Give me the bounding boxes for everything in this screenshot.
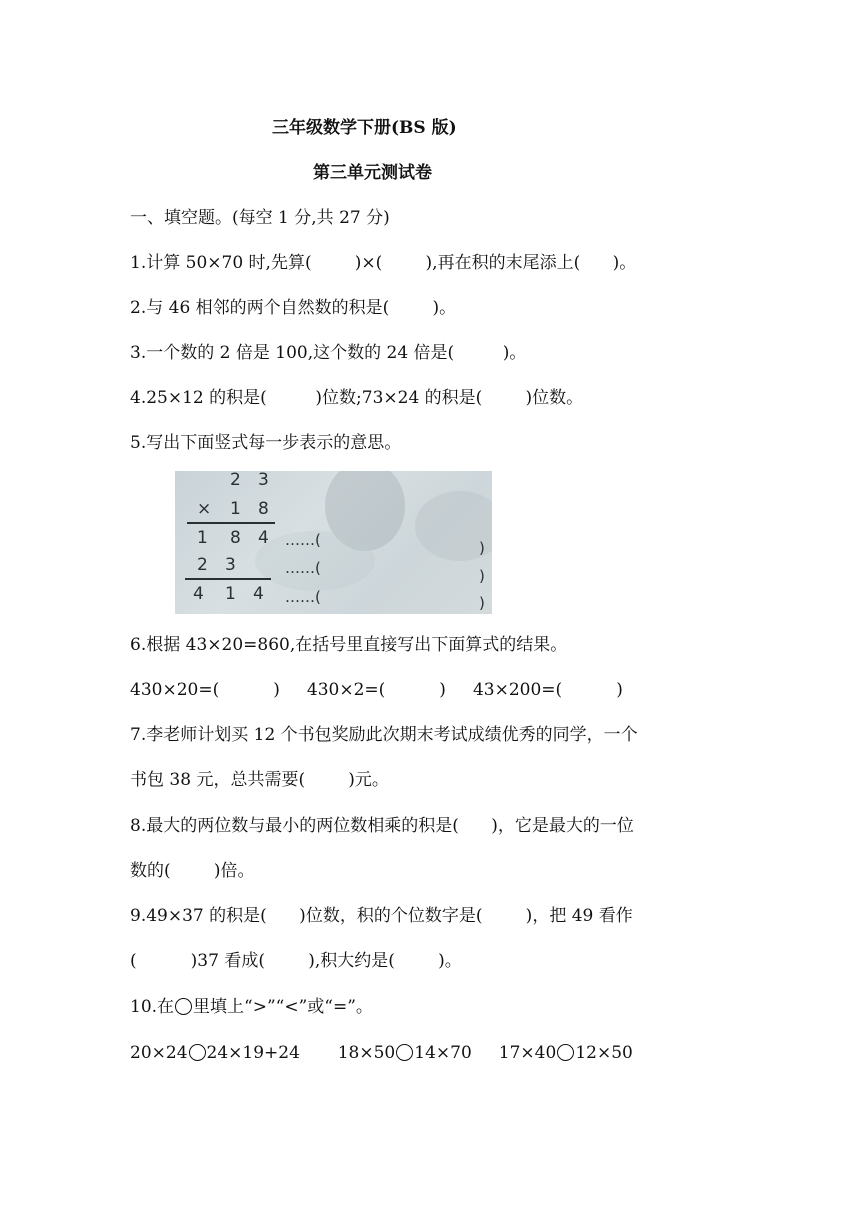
- question-8: 8.最大的两位数与最小的两位数相乘的积是( )，它是最大的一位: [130, 816, 634, 836]
- step-blank-close: ): [479, 594, 485, 612]
- divider-line: [187, 522, 275, 524]
- question-9: 9.49×37 的积是( )位数，积的个位数字是( )，把 49 看作: [130, 906, 633, 926]
- vertical-multiplication-photo: [175, 471, 492, 614]
- question-10-suffix: 里填上“>”“<”或“=”。: [193, 997, 373, 1017]
- question-2: 2.与 46 相邻的两个自然数的积是( )。: [130, 298, 457, 318]
- digit: 4: [193, 584, 204, 604]
- section-heading: 一、填空题。(每空 1 分,共 27 分): [130, 208, 390, 228]
- compare-right: 12×50: [575, 1043, 633, 1063]
- compare-left: 17×40: [498, 1043, 557, 1063]
- digit: 2: [230, 471, 241, 490]
- step-blank-close: ): [479, 539, 485, 557]
- compare-left: 20×24: [130, 1043, 188, 1063]
- circle-blank-icon: [175, 998, 192, 1015]
- step-blank-close: ): [479, 567, 485, 585]
- step-blank-open: ……(: [285, 559, 321, 577]
- question-6: 6.根据 43×20=860,在括号里直接写出下面算式的结果。: [130, 635, 568, 655]
- question-10: [130, 996, 373, 1018]
- question-7-cont: 书包 38 元，总共需要( )元。: [130, 770, 389, 790]
- question-10-prefix: 10.在: [130, 997, 175, 1017]
- compare-right: 24×19+24: [206, 1043, 300, 1063]
- question-3: 3.一个数的 2 倍是 100,这个数的 24 倍是( )。: [130, 343, 527, 363]
- question-9-cont: ( )37 看成( ),积大约是( )。: [130, 951, 462, 971]
- step-blank-open: ……(: [285, 588, 321, 606]
- question-4: 4.25×12 的积是( )位数;73×24 的积是( )位数。: [130, 388, 584, 408]
- digit: 1: [230, 499, 241, 519]
- step-blank-open: ……(: [285, 531, 321, 549]
- question-6-expressions: 430×20=( ) 430×2=( ) 43×200=( ): [130, 680, 623, 700]
- digit: 1: [225, 584, 236, 604]
- question-10-items: [130, 1042, 633, 1064]
- circle-blank-icon: [189, 1044, 206, 1061]
- circle-blank-icon: [557, 1044, 574, 1061]
- digit: 1: [197, 528, 208, 548]
- digit: 8: [258, 499, 269, 519]
- question-7: 7.李老师计划买 12 个书包奖励此次期末考试成绩优秀的同学，一个: [130, 725, 638, 745]
- digit: 4: [258, 528, 269, 548]
- digit: 8: [230, 528, 241, 548]
- divider-line: [185, 578, 271, 580]
- digit: 3: [258, 471, 269, 490]
- compare-left: 18×50: [337, 1043, 396, 1063]
- times-sign: ×: [197, 499, 212, 519]
- question-8-cont: 数的( )倍。: [130, 861, 255, 881]
- compare-right: 14×70: [414, 1043, 472, 1063]
- page-subtitle: 第三单元测试卷: [313, 163, 432, 183]
- circle-blank-icon: [396, 1044, 413, 1061]
- digit: 4: [253, 584, 264, 604]
- digit: 2: [197, 555, 208, 575]
- digit: 3: [225, 555, 236, 575]
- page-title: 三年级数学下册(BS 版): [272, 118, 457, 138]
- question-1: 1.计算 50×70 时,先算( )×( ),再在积的末尾添上( )。: [130, 253, 637, 273]
- question-5: 5.写出下面竖式每一步表示的意思。: [130, 433, 402, 453]
